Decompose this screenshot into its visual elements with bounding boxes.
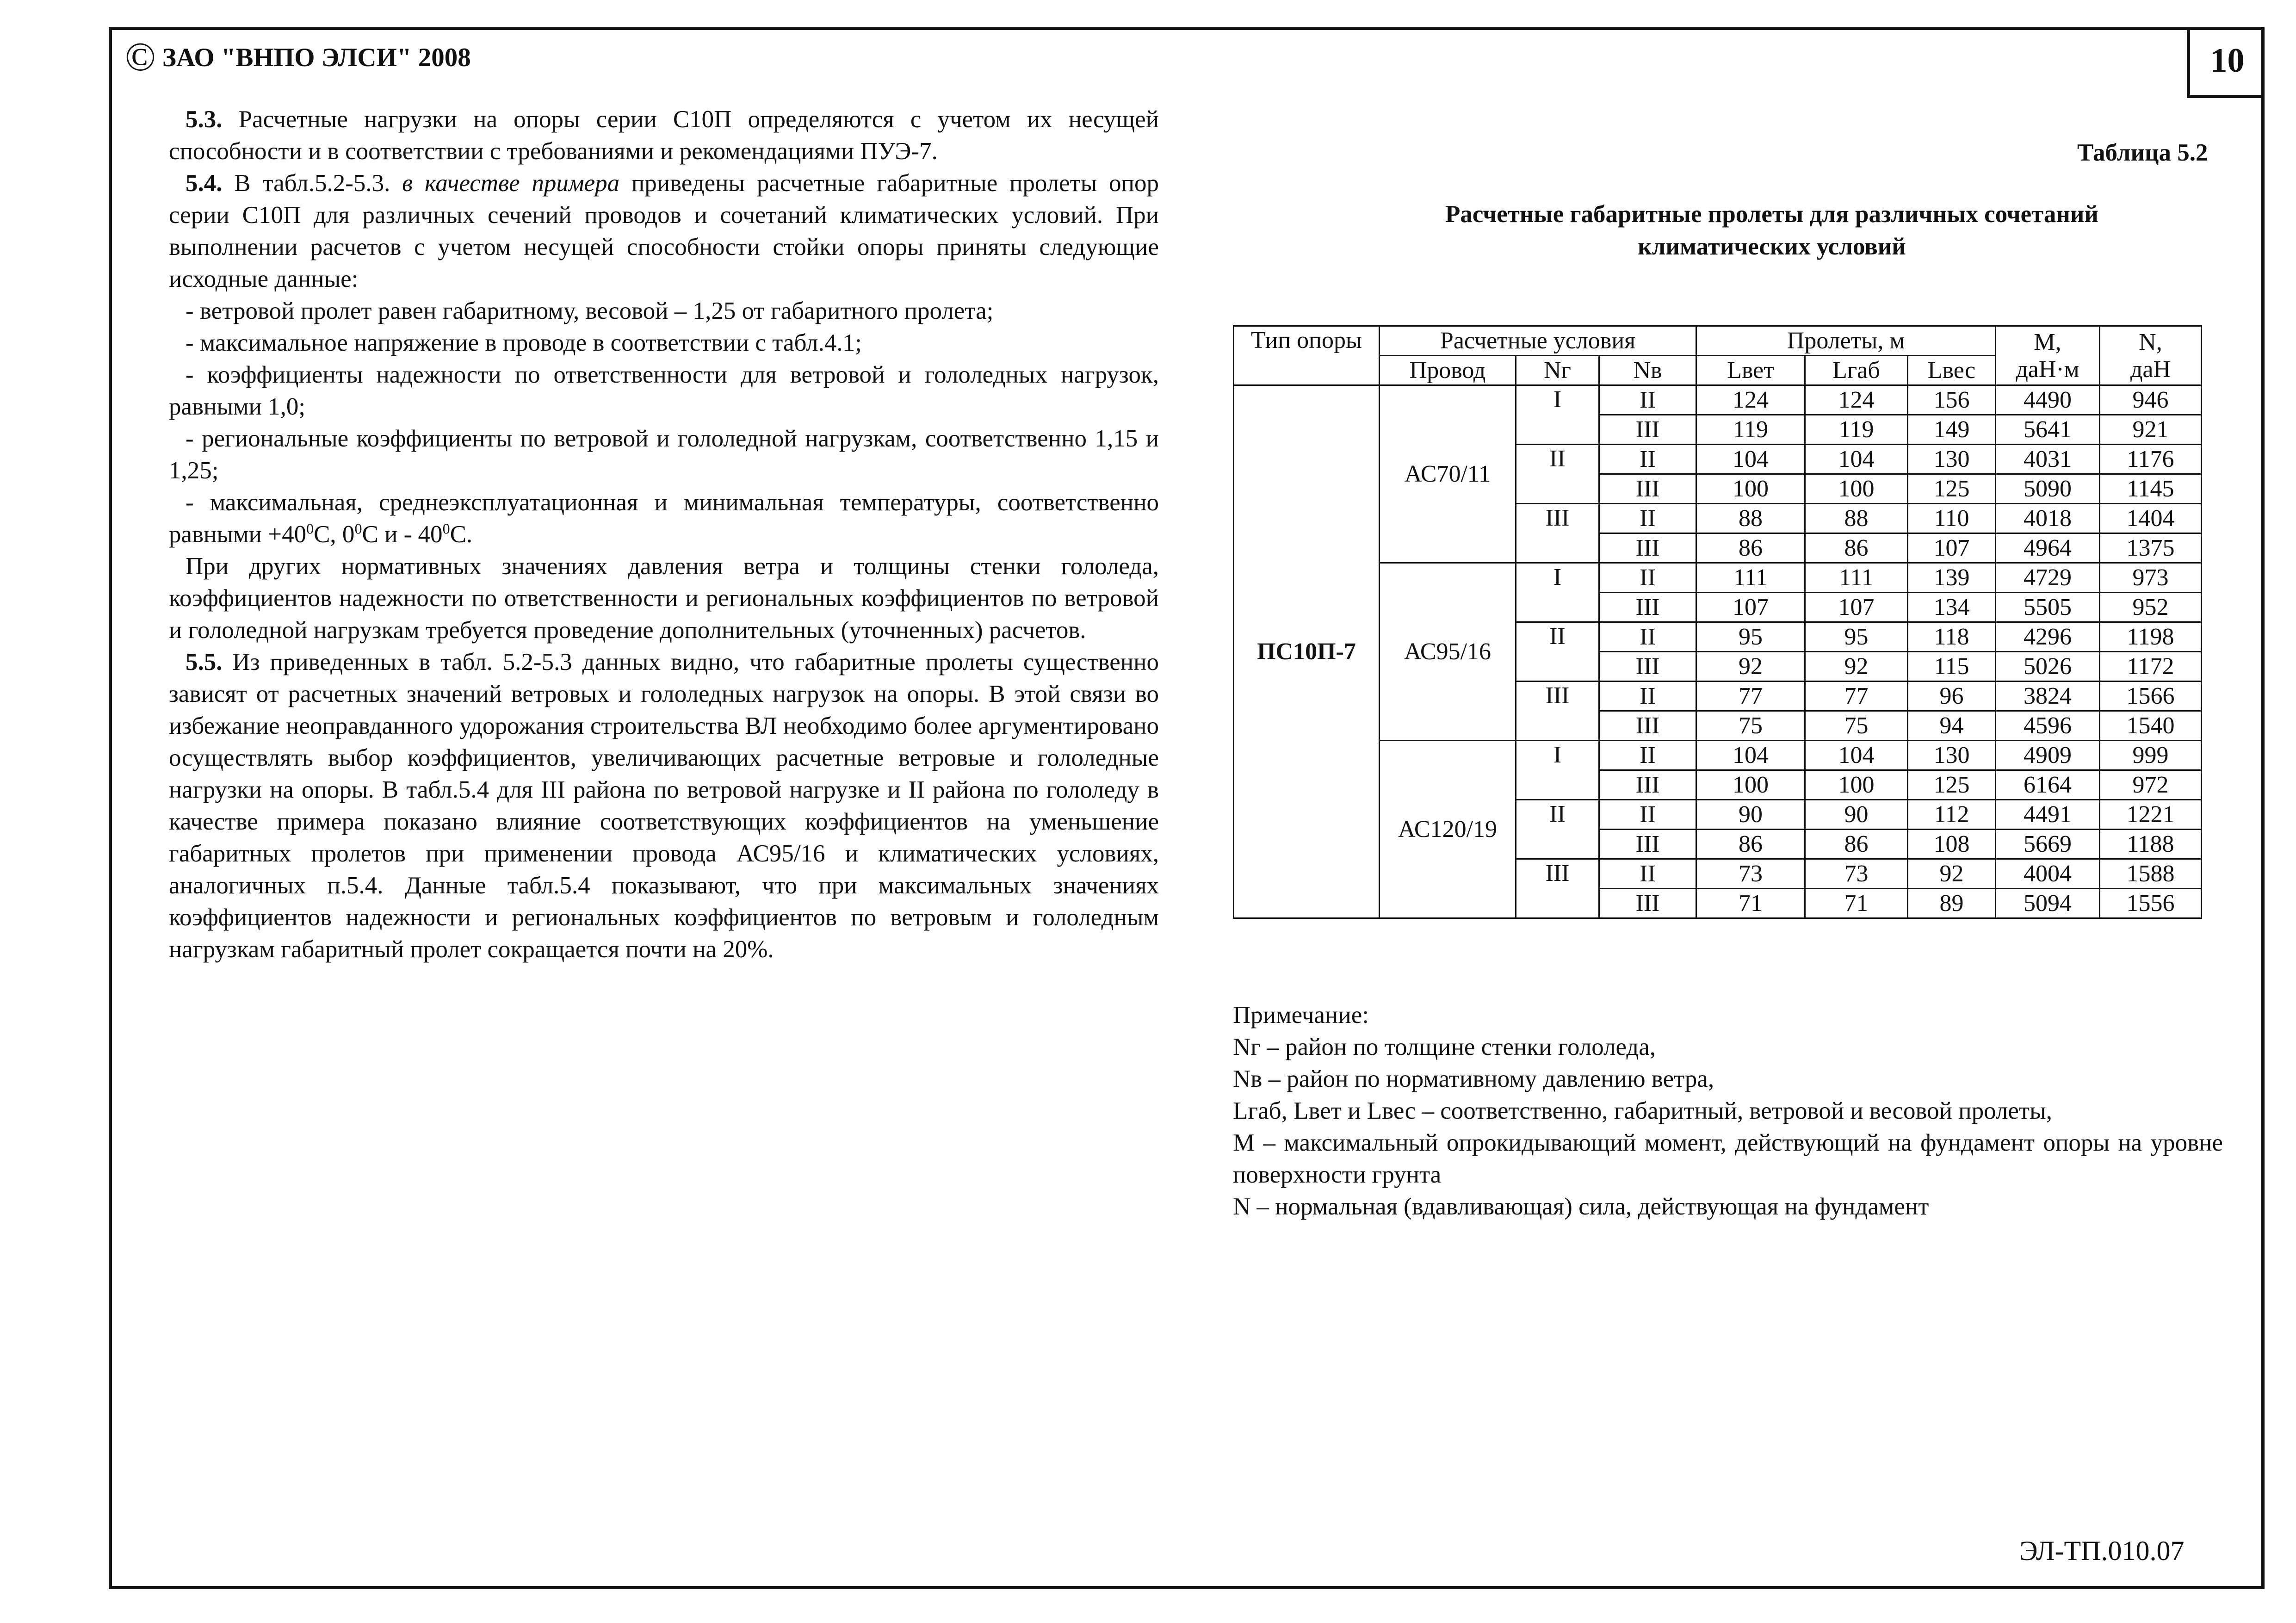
- section-number: 5.4.: [186, 170, 223, 197]
- ng-cell: I: [1516, 741, 1599, 800]
- header-lves: Lвес: [1908, 356, 1996, 385]
- m-cell: 4031: [1996, 445, 2100, 474]
- lves-cell: 108: [1908, 830, 1996, 859]
- lgab-cell: 111: [1805, 563, 1908, 593]
- m-cell: 4296: [1996, 622, 2100, 652]
- note-item: Lгаб, Lвет и Lвес – соответственно, габаритный, ветровой и весовой пролеты,: [1233, 1097, 2052, 1124]
- m-cell: 4491: [1996, 800, 2100, 830]
- m-cell: 5026: [1996, 652, 2100, 681]
- note-item: Nг – район по толщине стенки гололеда,: [1233, 1034, 1656, 1060]
- list-text: С, 0: [314, 521, 355, 548]
- list-text: С и - 40: [362, 521, 443, 548]
- lvet-cell: 111: [1696, 563, 1805, 593]
- lves-cell: 118: [1908, 622, 1996, 652]
- nv-cell: III: [1599, 711, 1696, 741]
- lvet-cell: 86: [1696, 830, 1805, 859]
- lgab-cell: 100: [1805, 474, 1908, 504]
- list-item: - региональные коэффициенты по ветровой и гололедной нагрузкам, соответственно 1,15 и 1,25;: [169, 425, 1159, 484]
- ng-cell: III: [1516, 681, 1599, 741]
- ng-cell: I: [1516, 563, 1599, 622]
- lvet-cell: 86: [1696, 533, 1805, 563]
- ng-cell: III: [1516, 504, 1599, 563]
- wire-cell: АС95/16: [1380, 563, 1516, 741]
- n-cell: 946: [2100, 385, 2202, 415]
- degree-mark: 0: [306, 520, 314, 537]
- lgab-cell: 71: [1805, 889, 1908, 918]
- lves-cell: 110: [1908, 504, 1996, 533]
- lgab-cell: 124: [1805, 385, 1908, 415]
- page-header: [125, 37, 471, 78]
- lgab-cell: 90: [1805, 800, 1908, 830]
- nv-cell: II: [1599, 504, 1696, 533]
- nv-cell: II: [1599, 859, 1696, 889]
- lgab-cell: 92: [1805, 652, 1908, 681]
- paragraph-text: Из приведенных в табл. 5.2-5.3 данных видно, что габаритные пролеты существенно зависят от расчетных значений ветровых и гололедных нагрузок на опоры. В этой связи во избежание неоправданного удорожания строительства ВЛ необходимо более аргументировано осуществлять выбор коэффициентов, увеличивающих расчетные ветровые и гололедные нагрузки на опоры. В табл.5.4 для III района по ветровой нагрузке и II района по гололеду в качестве примера показано влияние соответствующих коэффициентов на уменьшение габаритных пролетов при применении провода АС95/16 и климатических условиях, аналогичных п.5.4. Данные табл.5.4 показывают, что при максимальных значениях коэффициентов надежности и региональных коэффициентов по ветровым и гололедным нагрузкам габаритный пролет сокращается почти на 20%.: [169, 649, 1159, 963]
- m-cell: 4490: [1996, 385, 2100, 415]
- lves-cell: 89: [1908, 889, 1996, 918]
- lgab-cell: 95: [1805, 622, 1908, 652]
- company-name: ЗАО "ВНПО ЭЛСИ" 2008: [162, 43, 471, 72]
- header-nv: Nв: [1599, 356, 1696, 385]
- nv-cell: II: [1599, 681, 1696, 711]
- spans-table: [1233, 325, 2202, 919]
- lves-cell: 112: [1908, 800, 1996, 830]
- degree-mark: 0: [442, 520, 450, 537]
- n-cell: 973: [2100, 563, 2202, 593]
- m-cell: 5090: [1996, 474, 2100, 504]
- support-type-cell: ПС10П-7: [1234, 385, 1380, 918]
- table-body: [1234, 385, 2202, 918]
- lves-cell: 92: [1908, 859, 1996, 889]
- caption-line: Расчетные габаритные пролеты для различных сочетаний: [1445, 201, 2098, 228]
- ng-cell: III: [1516, 859, 1599, 918]
- main-text: [169, 104, 1159, 966]
- n-cell: 1188: [2100, 830, 2202, 859]
- wire-cell: АС120/19: [1380, 741, 1516, 918]
- m-cell: 4964: [1996, 533, 2100, 563]
- n-cell: 1198: [2100, 622, 2202, 652]
- lvet-cell: 90: [1696, 800, 1805, 830]
- m-cell: 5094: [1996, 889, 2100, 918]
- n-cell: 1176: [2100, 445, 2202, 474]
- header-lvet: Lвет: [1696, 356, 1805, 385]
- lvet-cell: 73: [1696, 859, 1805, 889]
- header-conditions: Расчетные условия: [1380, 326, 1696, 356]
- paragraph-5-4: [169, 167, 1159, 295]
- n-cell: 1172: [2100, 652, 2202, 681]
- m-cell: 4004: [1996, 859, 2100, 889]
- list-item: - ветровой пролет равен габаритному, весовой – 1,25 от габаритного пролета;: [186, 297, 994, 324]
- paragraph-text: В табл.5.2-5.3.: [222, 170, 402, 197]
- table-caption: [1295, 198, 2248, 263]
- lgab-cell: 119: [1805, 415, 1908, 445]
- n-cell: 1145: [2100, 474, 2202, 504]
- lves-cell: 94: [1908, 711, 1996, 741]
- m-cell: 4909: [1996, 741, 2100, 770]
- header-wire: Провод: [1380, 356, 1516, 385]
- m-cell: 6164: [1996, 770, 2100, 800]
- note-item: М – максимальный опрокидывающий момент, действующий на фундамент опоры на уровне поверхности грунта: [1233, 1129, 2223, 1188]
- lves-cell: 115: [1908, 652, 1996, 681]
- nv-cell: III: [1599, 474, 1696, 504]
- nv-cell: III: [1599, 830, 1696, 859]
- header-spans: Пролеты, м: [1696, 326, 1996, 356]
- nv-cell: III: [1599, 652, 1696, 681]
- ng-cell: II: [1516, 800, 1599, 859]
- n-cell: 1221: [2100, 800, 2202, 830]
- header-n: [2100, 326, 2202, 385]
- lves-cell: 134: [1908, 593, 1996, 622]
- lvet-cell: 77: [1696, 681, 1805, 711]
- lgab-cell: 100: [1805, 770, 1908, 800]
- n-cell: 972: [2100, 770, 2202, 800]
- lvet-cell: 100: [1696, 474, 1805, 504]
- n-cell: 1588: [2100, 859, 2202, 889]
- lvet-cell: 71: [1696, 889, 1805, 918]
- header-m-label: М,: [2034, 328, 2061, 355]
- n-cell: 999: [2100, 741, 2202, 770]
- copyright-icon: ©: [125, 35, 156, 80]
- lves-cell: 130: [1908, 741, 1996, 770]
- nv-cell: II: [1599, 622, 1696, 652]
- lvet-cell: 104: [1696, 445, 1805, 474]
- caption-line: климатических условий: [1638, 233, 1906, 260]
- m-cell: 4018: [1996, 504, 2100, 533]
- lvet-cell: 100: [1696, 770, 1805, 800]
- lves-cell: 156: [1908, 385, 1996, 415]
- lves-cell: 139: [1908, 563, 1996, 593]
- header-lgab: Lгаб: [1805, 356, 1908, 385]
- document-code: ЭЛ-ТП.010.07: [2019, 1536, 2185, 1566]
- nv-cell: II: [1599, 800, 1696, 830]
- ng-cell: II: [1516, 622, 1599, 681]
- n-cell: 921: [2100, 415, 2202, 445]
- lvet-cell: 75: [1696, 711, 1805, 741]
- lvet-cell: 104: [1696, 741, 1805, 770]
- m-cell: 4596: [1996, 711, 2100, 741]
- lvet-cell: 95: [1696, 622, 1805, 652]
- notes: [1233, 999, 2223, 1223]
- note-item: Nв – район по нормативному давлению ветра,: [1233, 1065, 1714, 1092]
- lgab-cell: 107: [1805, 593, 1908, 622]
- list-item: [169, 487, 1159, 551]
- lves-cell: 125: [1908, 474, 1996, 504]
- lgab-cell: 86: [1805, 830, 1908, 859]
- lvet-cell: 88: [1696, 504, 1805, 533]
- m-cell: 4729: [1996, 563, 2100, 593]
- notes-title: Примечание:: [1233, 1002, 1369, 1028]
- n-cell: 1540: [2100, 711, 2202, 741]
- italic-text: в качестве примера: [402, 170, 620, 197]
- nv-cell: III: [1599, 889, 1696, 918]
- lvet-cell: 107: [1696, 593, 1805, 622]
- section-number: 5.5.: [186, 649, 223, 675]
- m-cell: 5669: [1996, 830, 2100, 859]
- lgab-cell: 88: [1805, 504, 1908, 533]
- m-cell: 5505: [1996, 593, 2100, 622]
- n-cell: 1566: [2100, 681, 2202, 711]
- ng-cell: I: [1516, 385, 1599, 445]
- lvet-cell: 119: [1696, 415, 1805, 445]
- nv-cell: II: [1599, 563, 1696, 593]
- lgab-cell: 104: [1805, 741, 1908, 770]
- lves-cell: 107: [1908, 533, 1996, 563]
- lgab-cell: 86: [1805, 533, 1908, 563]
- n-cell: 1404: [2100, 504, 2202, 533]
- paragraph-5-5: [169, 646, 1159, 966]
- lves-cell: 130: [1908, 445, 1996, 474]
- table-row: [1234, 385, 2202, 415]
- header-n-unit: даН: [2130, 356, 2171, 383]
- lvet-cell: 124: [1696, 385, 1805, 415]
- page-number: 10: [2187, 27, 2265, 98]
- paragraph-text: приведены расчетные габаритные пролеты опор серии С10П для различных сечений проводов и сочетаний климатических условий. При выполнении расчетов с учетом несущей способности стойки опоры приняты следующие исходные данные:: [169, 170, 1159, 292]
- m-cell: 5641: [1996, 415, 2100, 445]
- nv-cell: II: [1599, 385, 1696, 415]
- lves-cell: 125: [1908, 770, 1996, 800]
- lvet-cell: 92: [1696, 652, 1805, 681]
- header-m-unit: даН·м: [2016, 356, 2079, 383]
- header-ng: Nг: [1516, 356, 1599, 385]
- header-m: [1996, 326, 2100, 385]
- lves-cell: 149: [1908, 415, 1996, 445]
- list-item: - коэффициенты надежности по ответственности для ветровой и гололедных нагрузок, равными 1,0;: [169, 361, 1159, 420]
- paragraph-other-values: При других нормативных значениях давления ветра и толщины стенки гололеда, коэффициентов надежности по ответственности и региональных коэффициентов по ветровой и гололедной нагрузкам требуется проведение дополнительных (уточненных) расчетов.: [169, 553, 1159, 644]
- lgab-cell: 73: [1805, 859, 1908, 889]
- section-number: 5.3.: [186, 106, 223, 133]
- header-n-label: N,: [2139, 328, 2162, 355]
- lgab-cell: 104: [1805, 445, 1908, 474]
- list-text: С.: [450, 521, 473, 548]
- n-cell: 952: [2100, 593, 2202, 622]
- lgab-cell: 77: [1805, 681, 1908, 711]
- degree-mark: 0: [354, 520, 362, 537]
- nv-cell: III: [1599, 415, 1696, 445]
- n-cell: 1375: [2100, 533, 2202, 563]
- paragraph-text: Расчетные нагрузки на опоры серии С10П определяются с учетом их несущей способности и в соответствии с требованиями и рекомендациями ПУЭ-7.: [169, 106, 1159, 165]
- nv-cell: III: [1599, 770, 1696, 800]
- note-item: N – нормальная (вдавливающая) сила, действующая на фундамент: [1233, 1193, 1929, 1220]
- nv-cell: III: [1599, 593, 1696, 622]
- table-number: Таблица 5.2: [2077, 139, 2208, 166]
- ng-cell: II: [1516, 445, 1599, 504]
- nv-cell: III: [1599, 533, 1696, 563]
- nv-cell: II: [1599, 741, 1696, 770]
- lves-cell: 96: [1908, 681, 1996, 711]
- wire-cell: АС70/11: [1380, 385, 1516, 563]
- list-item: - максимальное напряжение в проводе в соответствии с табл.4.1;: [186, 329, 862, 356]
- list-text: - максимальная, среднеэксплуатационная и минимальная температуры, соответственно равными +40: [169, 489, 1159, 548]
- paragraph-5-3: [169, 104, 1159, 167]
- table-header-row: [1234, 326, 2202, 356]
- lgab-cell: 75: [1805, 711, 1908, 741]
- nv-cell: II: [1599, 445, 1696, 474]
- header-type: Тип опоры: [1234, 326, 1380, 385]
- m-cell: 3824: [1996, 681, 2100, 711]
- n-cell: 1556: [2100, 889, 2202, 918]
